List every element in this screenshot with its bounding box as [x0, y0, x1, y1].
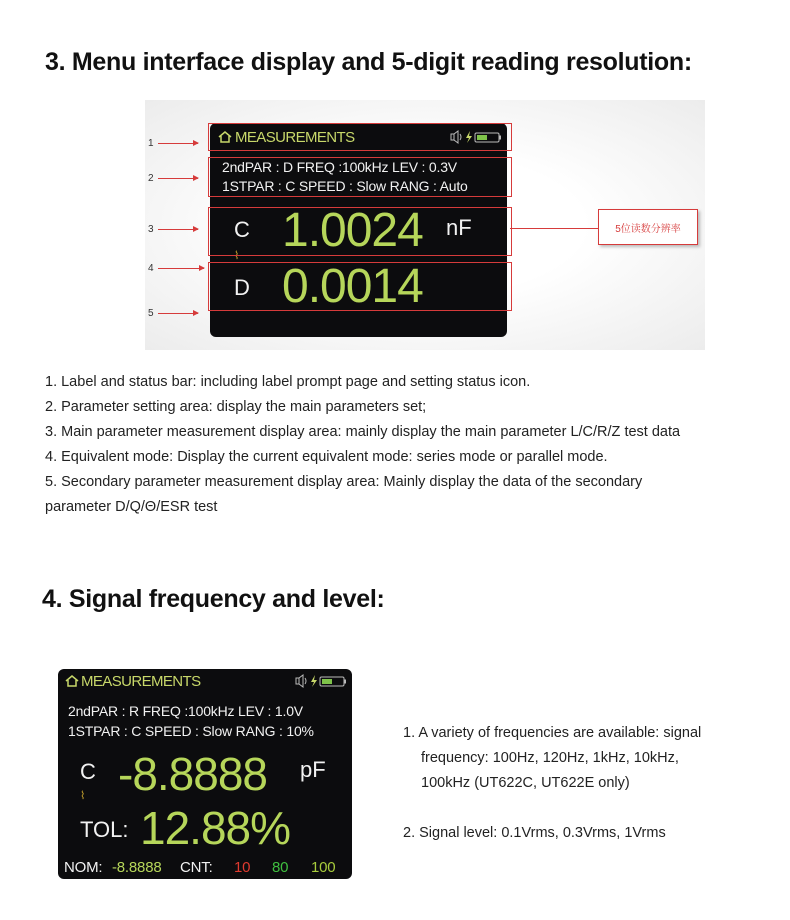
tol-label: TOL:: [80, 817, 129, 842]
list-item-2: 2. Parameter setting area: display the main parameters set;: [45, 399, 427, 415]
annotation-number-5: 5: [148, 308, 154, 319]
cnt-value-pass: 80: [272, 859, 289, 876]
cnt-label: CNT:: [180, 859, 213, 876]
frequency-item-line-3: 100kHz (UT622C, UT622E only): [421, 775, 630, 791]
annotation-box-3: [208, 207, 512, 256]
arrow-icon: [158, 229, 198, 230]
param-row-2: 1STPAR : C SPEED : Slow RANG : Auto: [222, 178, 468, 194]
signal-level-item: 2. Signal level: 0.1Vrms, 0.3Vrms, 1Vrms: [403, 825, 666, 841]
lcr-screen-tolerance: [58, 669, 352, 879]
speaker-icon: [296, 675, 306, 687]
annotation-number-3: 3: [148, 224, 154, 235]
list-item-4: 4. Equivalent mode: Display the current equivalent mode: series mode or parallel mode.: [45, 449, 608, 465]
screen-title: MEASUREMENTS: [235, 129, 355, 146]
cnt-value-low: 10: [234, 859, 251, 876]
annotation-box-1: [208, 123, 512, 151]
annotation-number-1: 1: [148, 138, 154, 149]
annotation-number-4: 4: [148, 263, 154, 274]
section-4-heading: 4. Signal frequency and level:: [42, 585, 385, 613]
annotation-box-5: [208, 262, 512, 311]
callout-connector: [510, 228, 598, 229]
charging-icon: [311, 675, 317, 687]
main-reading: -8.8888: [118, 748, 268, 800]
secondary-param-label: D: [234, 275, 250, 300]
frequency-item-line-1: 1. A variety of frequencies are available: signal: [403, 725, 702, 741]
arrow-icon: [158, 313, 198, 314]
arrow-icon: [158, 268, 204, 269]
tol-reading: 12.88%: [140, 802, 291, 854]
annotation-box-2: [208, 157, 512, 197]
main-param-label: C: [234, 217, 250, 242]
nom-value: -8.8888: [112, 859, 162, 876]
screen-title: MEASUREMENTS: [81, 673, 201, 690]
section-3-heading: 3. Menu interface display and 5-digit reading resolution:: [45, 48, 692, 76]
resolution-callout: 5位读数分辨率: [598, 209, 698, 245]
home-icon: [65, 675, 79, 687]
battery-icon: [320, 677, 346, 686]
equivalent-mode-icon: ⌇: [234, 250, 240, 262]
nom-label: NOM:: [64, 859, 103, 876]
annotation-number-2: 2: [148, 173, 154, 184]
equivalent-mode-icon: ⌇: [80, 790, 86, 802]
list-item-1: 1. Label and status bar: including label prompt page and setting status icon.: [45, 374, 531, 390]
main-param-label: C: [80, 759, 96, 784]
cnt-value-high: 100: [311, 859, 336, 876]
list-item-3: 3. Main parameter measurement display area: mainly display the main parameter L/C/R/Z test data: [45, 424, 681, 440]
main-unit: pF: [300, 757, 326, 782]
main-reading: 1.0024: [282, 204, 423, 257]
status-icons: [295, 674, 350, 688]
list-item-5-cont: parameter D/Q/Θ/ESR test: [45, 499, 218, 515]
arrow-icon: [158, 178, 198, 179]
list-item-5: 5. Secondary parameter measurement display area: Mainly display the data of the secondary: [45, 474, 643, 490]
param-row-1: 2ndPAR : D FREQ :100kHz LEV : 0.3V: [222, 159, 457, 175]
secondary-reading: 0.0014: [282, 260, 423, 313]
main-unit: nF: [446, 215, 472, 240]
param-row-1: 2ndPAR : R FREQ :100kHz LEV : 1.0V: [68, 703, 303, 719]
frequency-list: [403, 721, 701, 796]
arrow-icon: [158, 143, 198, 144]
frequency-item-line-2: frequency: 100Hz, 120Hz, 1kHz, 10kHz,: [421, 750, 679, 766]
param-row-2: 1STPAR : C SPEED : Slow RANG : 10%: [68, 723, 314, 739]
